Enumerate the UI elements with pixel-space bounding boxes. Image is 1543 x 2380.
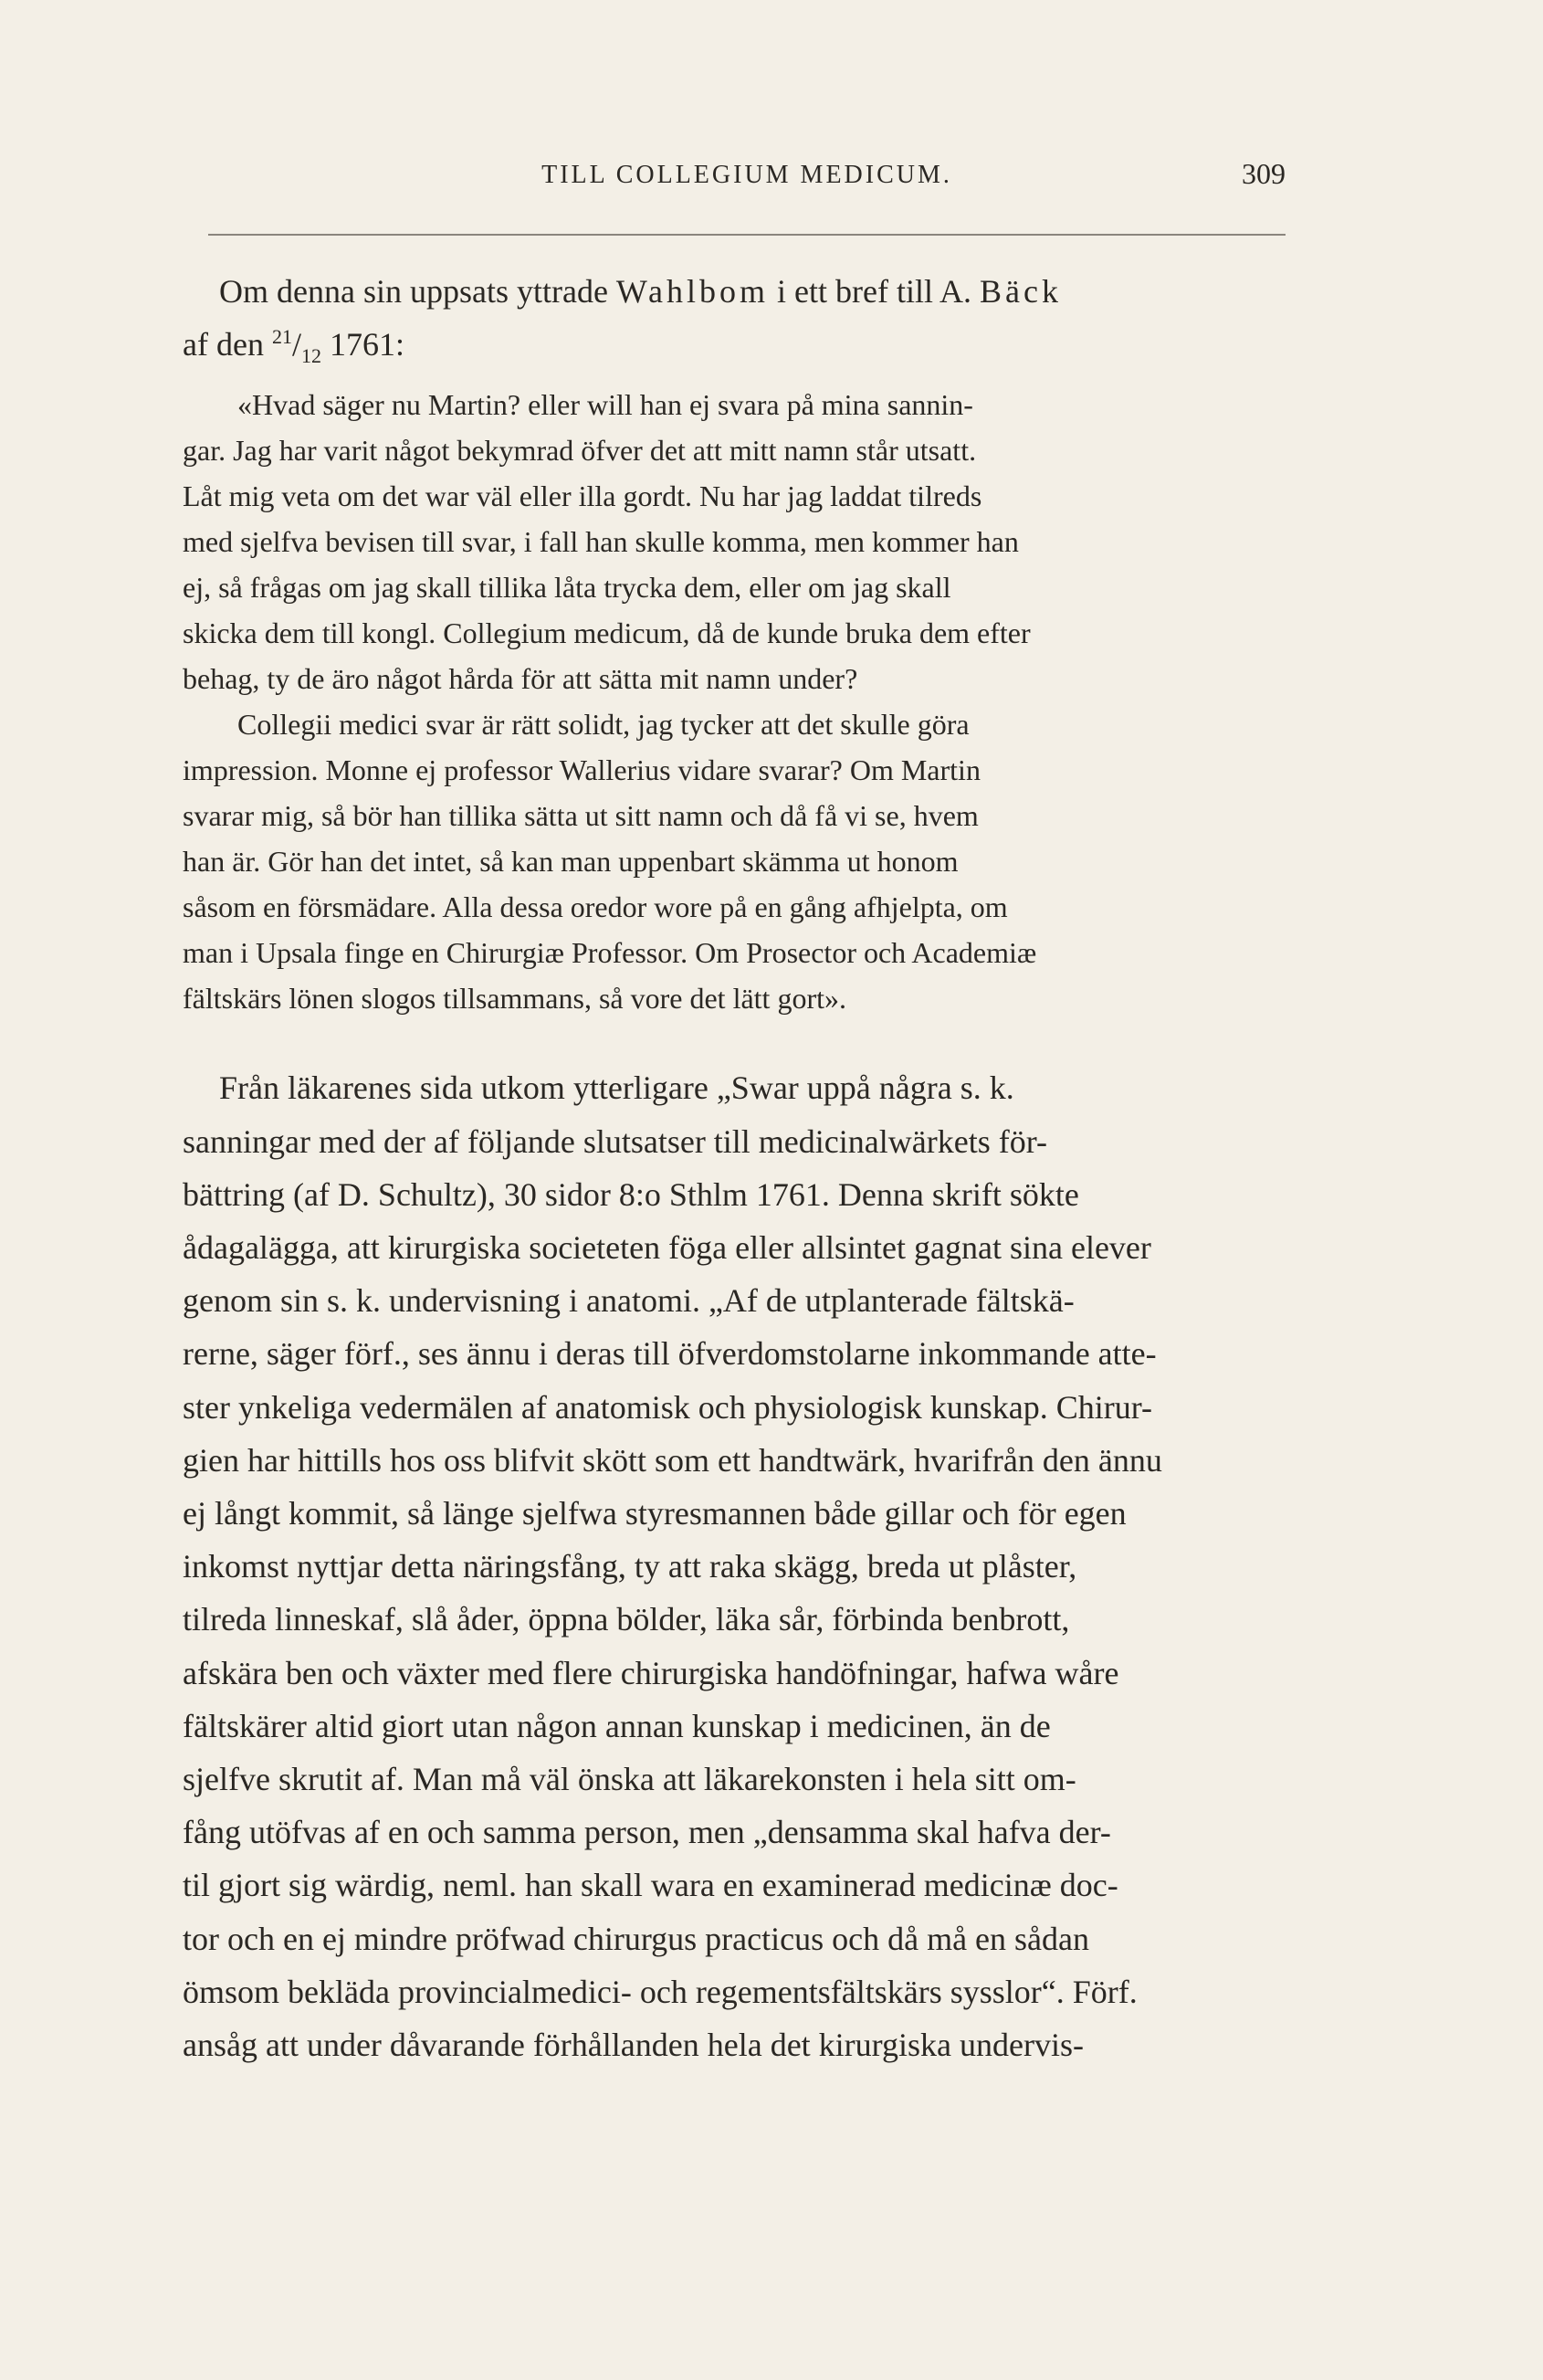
- quote-line: «Hvad säger nu Martin? eller will han ej svara på mina sannin-: [237, 388, 973, 422]
- intro-text: af den: [183, 326, 272, 363]
- body-line: Från läkarenes sida utkom ytterligare „Swar uppå några s. k.: [219, 1069, 1014, 1107]
- body-line: fång utöfvas af en och samma person, men „densamma skal hafva der-: [183, 1814, 1111, 1851]
- quote-line: Collegii medici svar är rätt solidt, jag tycker att det skulle göra: [237, 708, 970, 742]
- main-text: [183, 265, 1315, 2071]
- body-line: til gjort sig wärdig, neml. han skall wara en examinerad medicinæ doc-: [183, 1867, 1118, 1904]
- body-line: sanningar med der af följande slutsatser till medicinalwärkets för-: [183, 1122, 1047, 1160]
- quote-line: svarar mig, så bör han tillika sätta ut sitt namn och då få vi se, hvem: [183, 799, 979, 833]
- quote-line: gar. Jag har varit något bekymrad öfver det att mitt namn står utsatt.: [183, 434, 977, 468]
- date-month: 12: [300, 344, 321, 368]
- body-line: ster ynkeliga vedermälen af anatomisk och physiologisk kunskap. Chirur-: [183, 1388, 1153, 1426]
- quote-line: impression. Monne ej professor Wallerius vidare svarar? Om Martin: [183, 753, 981, 787]
- body-line: ömsom bekläda provincialmedici- och regementsfältskärs sysslor“. Förf.: [183, 1973, 1138, 2010]
- quote-line: han är. Gör han det intet, så kan man uppenbart skämma ut honom: [183, 845, 959, 879]
- running-title: TILL COLLEGIUM MEDICUM.: [541, 161, 952, 189]
- quote-line: behag, ty de äro något hårda för att sätta mit namn under?: [183, 662, 858, 696]
- quote-line: såsom en försmädare. Alla dessa oredor wore på en gång afhjelpta, om: [183, 890, 1008, 924]
- body-line: ansåg att under dåvarande förhållanden hela det kirurgiska undervis-: [183, 2027, 1084, 2064]
- body-paragraph: [183, 1061, 1315, 2071]
- date-day: 21: [271, 325, 292, 349]
- quote-line: skicka dem till kongl. Collegium medicum, då de kunde bruka dem efter: [183, 616, 1031, 650]
- body-line: afskära ben och växter med flere chirurgiska handöfningar, hafwa wåre: [183, 1654, 1119, 1691]
- body-line: bättring (af D. Schultz), 30 sidor 8:o Sthlm 1761. Denna skrift sökte: [183, 1175, 1079, 1213]
- body-line: inkomst nyttjar detta näringsfång, ty att raka skägg, breda ut plåster,: [183, 1548, 1077, 1585]
- body-line: sjelfve skrutit af. Man må väl önska att läkarekonsten i hela sitt om-: [183, 1761, 1076, 1798]
- body-line: ådagalägga, att kirurgiska societeten föga eller allsintet gagnat sina elever: [183, 1229, 1151, 1267]
- running-head: [208, 157, 1286, 194]
- header-rule: [208, 234, 1286, 236]
- quote-line: med sjelfva bevisen till svar, i fall han skulle komma, men kommer han: [183, 525, 1019, 559]
- body-line: ej långt kommit, så länge sjelfwa styresmannen både gillar och för egen: [183, 1495, 1127, 1532]
- letter-quote: [183, 382, 1315, 1021]
- intro-text: 1761:: [320, 326, 404, 363]
- body-line: genom sin s. k. undervisning i anatomi. „Af de utplanterade fältskä-: [183, 1282, 1075, 1320]
- body-line: rerne, säger förf., ses ännu i deras till öfverdomstolarne inkommande atte-: [183, 1335, 1157, 1373]
- body-line: tor och en ej mindre pröfwad chirurgus practicus och då må en sådan: [183, 1920, 1089, 1957]
- quote-line: Låt mig veta om det war väl eller illa gordt. Nu har jag laddat tilreds: [183, 479, 982, 513]
- intro-line-2: [183, 318, 1315, 371]
- page-number: 309: [1242, 157, 1286, 190]
- body-line: tilreda linneskaf, slå åder, öppna bölder, läka sår, förbinda benbrott,: [183, 1601, 1070, 1638]
- quote-line: man i Upsala finge en Chirurgiæ Professor. Om Prosector och Academiæ: [183, 936, 1037, 970]
- quote-line: ej, så frågas om jag skall tillika låta trycka dem, eller om jag skall: [183, 571, 951, 605]
- body-line: fältskärer altid giort utan någon annan kunskap i medicinen, än de: [183, 1707, 1051, 1744]
- body-line: gien har hittills hos oss blifvit skött som ett handtwärk, hvarifrån den ännu: [183, 1441, 1162, 1479]
- intro-text: i ett bref till A.: [769, 273, 980, 310]
- quote-line: fältskärs lönen slogos tillsammans, så vore det lätt gort».: [183, 982, 846, 1016]
- person-name: Bäck: [979, 273, 1062, 310]
- person-name: Wahlbom: [615, 273, 769, 310]
- intro-text: Om denna sin uppsats yttrade: [219, 273, 616, 310]
- paragraph-gap: [183, 1021, 1315, 1061]
- intro-line-1: [183, 265, 1315, 318]
- date-separator: /: [291, 326, 301, 363]
